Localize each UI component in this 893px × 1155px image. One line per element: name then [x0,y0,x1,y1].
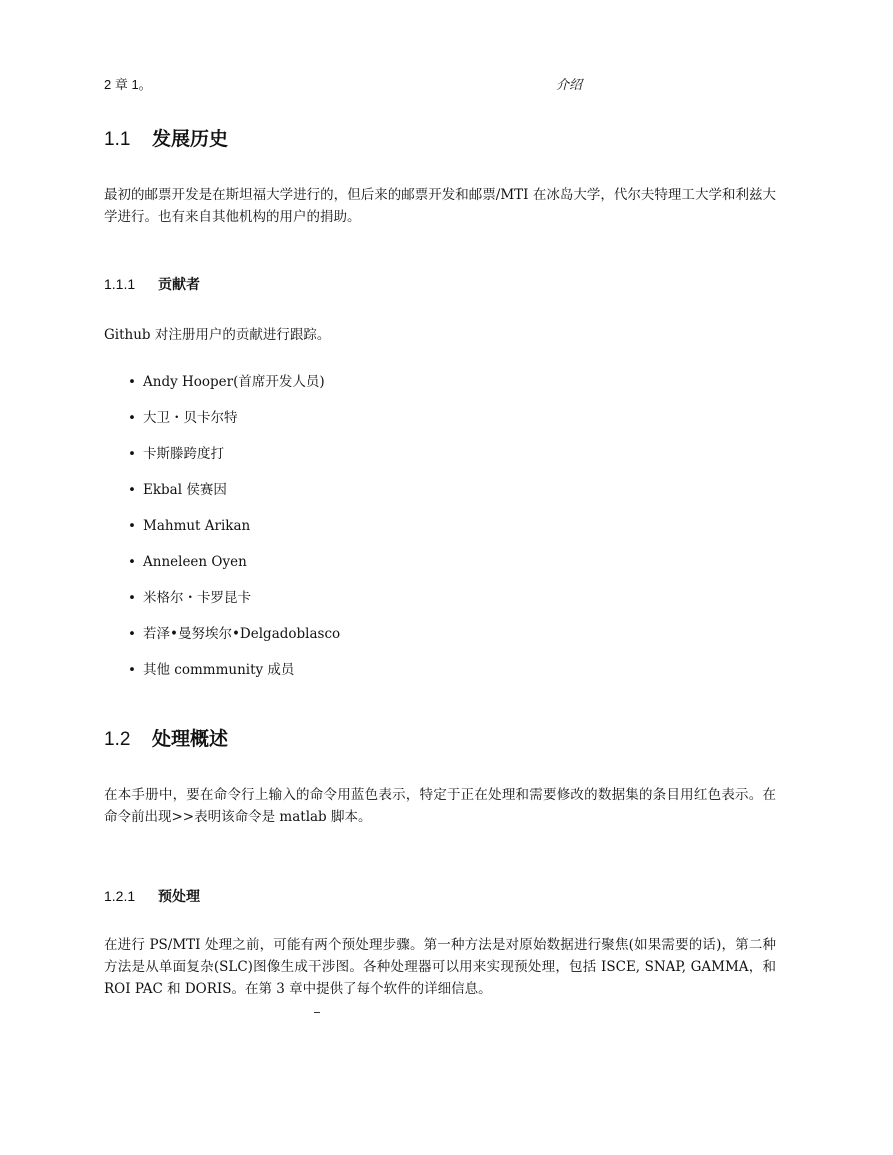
chapter-label: 2 章 1。 [104,77,152,92]
list-item [104,516,776,552]
section-number: 1.1 [104,129,131,150]
running-header [104,74,794,94]
contributor-name: 大卫・贝卡尔特 [143,410,238,426]
section-heading-1-1 [104,126,776,152]
subsection-title: 预处理 [158,889,200,905]
bullet-icon: • [128,374,136,390]
list-item [104,624,776,660]
list-item [104,372,776,408]
section-title: 处理概述 [152,728,229,750]
bullet-icon: • [128,410,136,426]
subsection-number: 1.2.1 [104,888,136,904]
list-item [104,444,776,480]
history-paragraph: 最初的邮票开发是在斯坦福大学进行的，但后来的邮票开发和邮票/MTI 在冰岛大学，代尔夫特理工大学和利兹大学进行。也有来自其他机构的用户的捐助。 [104,187,776,225]
contributor-name: Anneleen Oyen [143,554,247,570]
contributors-list [104,372,776,696]
bullet-icon: • [128,626,136,642]
bullet-icon: • [128,482,136,498]
list-item [104,480,776,516]
contributor-name: 其他 commmunity 成员 [143,662,295,678]
contributor-name: 若泽•曼努埃尔•Delgadoblasco [143,626,341,642]
preprocessing-paragraph: 在进行 PS/MTI 处理之前，可能有两个预处理步骤。第一种方法是对原始数据进行聚焦(如果需要的话)，第二种方法是从单面复杂(SLC)图像生成干涉图。各种处理器可以用来实现预处理，包括 ISCE, SNAP, GAMMA，和 ROI PAC 和 DORIS。在第 3 章中提供了每个软件的详细信息。 [104,937,776,997]
subsection-heading-1-2-1 [104,886,776,906]
bullet-icon: • [128,590,136,606]
chapter-title: 介绍 [556,78,583,93]
bullet-icon: • [128,518,136,534]
contributors-intro: Github 对注册用户的贡献进行跟踪。 [104,327,331,343]
contributor-name: 米格尔・卡罗昆卡 [143,590,251,606]
contributor-name: Mahmut Arikan [143,518,251,534]
section-title: 发展历史 [152,128,229,150]
list-item [104,660,776,696]
contributor-name: 卡斯滕跨度打 [143,446,224,462]
contributor-name: Ekbal 侯赛因 [143,482,227,498]
contributor-name: Andy Hooper(首席开发人员) [143,374,325,390]
list-item [104,408,776,444]
footnote-mark [314,1012,320,1013]
subsection-number: 1.1.1 [104,276,136,292]
subsection-heading-1-1-1 [104,274,776,294]
section-heading-1-2 [104,726,776,752]
overview-paragraph: 在本手册中，要在命令行上输入的命令用蓝色表示，特定于正在处理和需要修改的数据集的条目用红色表示。在命令前出现>>表明该命令是 matlab 脚本。 [104,787,776,825]
subsection-title: 贡献者 [158,277,200,293]
list-item [104,588,776,624]
bullet-icon: • [128,662,136,678]
section-number: 1.2 [104,729,131,750]
bullet-icon: • [128,554,136,570]
page-content [104,126,776,1000]
list-item [104,552,776,588]
bullet-icon: • [128,446,136,462]
